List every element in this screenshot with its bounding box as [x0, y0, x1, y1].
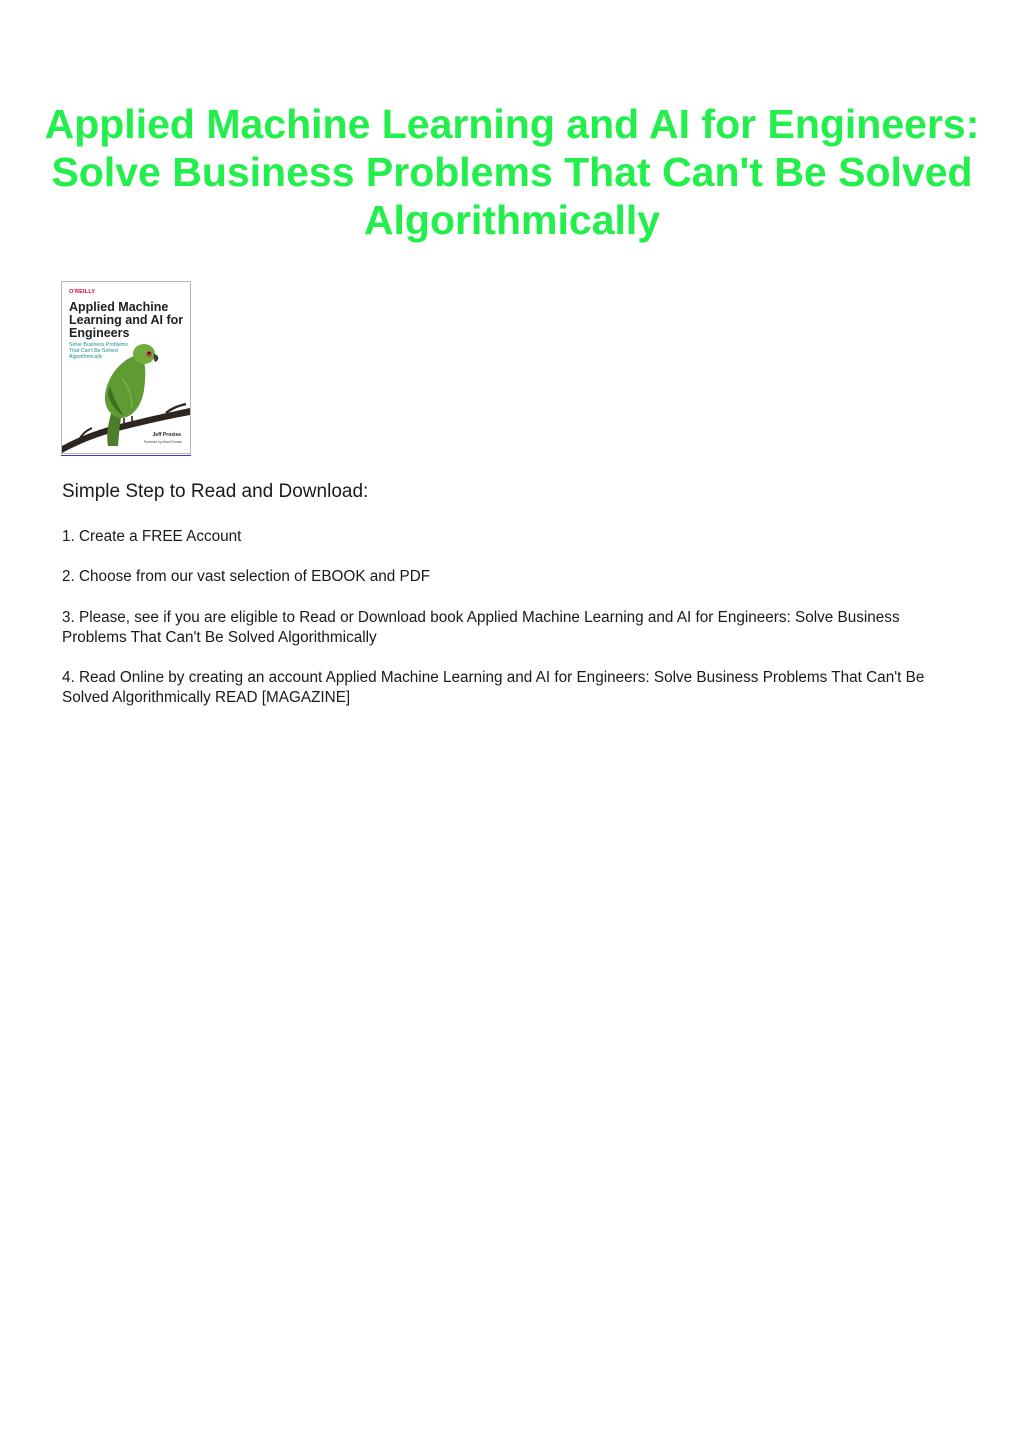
- book-cover-link[interactable]: [61, 281, 191, 456]
- cover-title: Applied Machine Learning and AI for Engineers: [69, 300, 184, 340]
- step-choose-selection: 2. Choose from our vast selection of EBOOK and PDF: [62, 568, 431, 585]
- steps-heading: Simple Step to Read and Download:: [62, 481, 369, 502]
- page-title: Applied Machine Learning and AI for Engineers: Solve Business Problems That Can't Be Solved Algorithmically: [44, 101, 980, 243]
- cover-author: Jeff Prosise: [152, 432, 181, 438]
- cover-publisher-logo: O'REILLY: [69, 289, 96, 295]
- cover-subtitle: Solve Business Problems That Can't Be Solved Algorithmically: [69, 342, 128, 361]
- step-create-account: 1. Create a FREE Account: [62, 528, 242, 545]
- step-read-online: 4. Read Online by creating an account Applied Machine Learning and AI for Engineers: Solve Business Problems That Can't Be Solved Algorithmically READ [MAGAZINE]: [62, 669, 925, 706]
- step-check-eligibility: 3. Please, see if you are eligible to Read or Download book Applied Machine Learning and AI for Engineers: Solve Business Problems That Can't Be Solved Algorithmically: [62, 609, 900, 646]
- book-cover: [61, 281, 191, 454]
- cover-foreword: Foreword by Adam Prosise: [143, 440, 182, 444]
